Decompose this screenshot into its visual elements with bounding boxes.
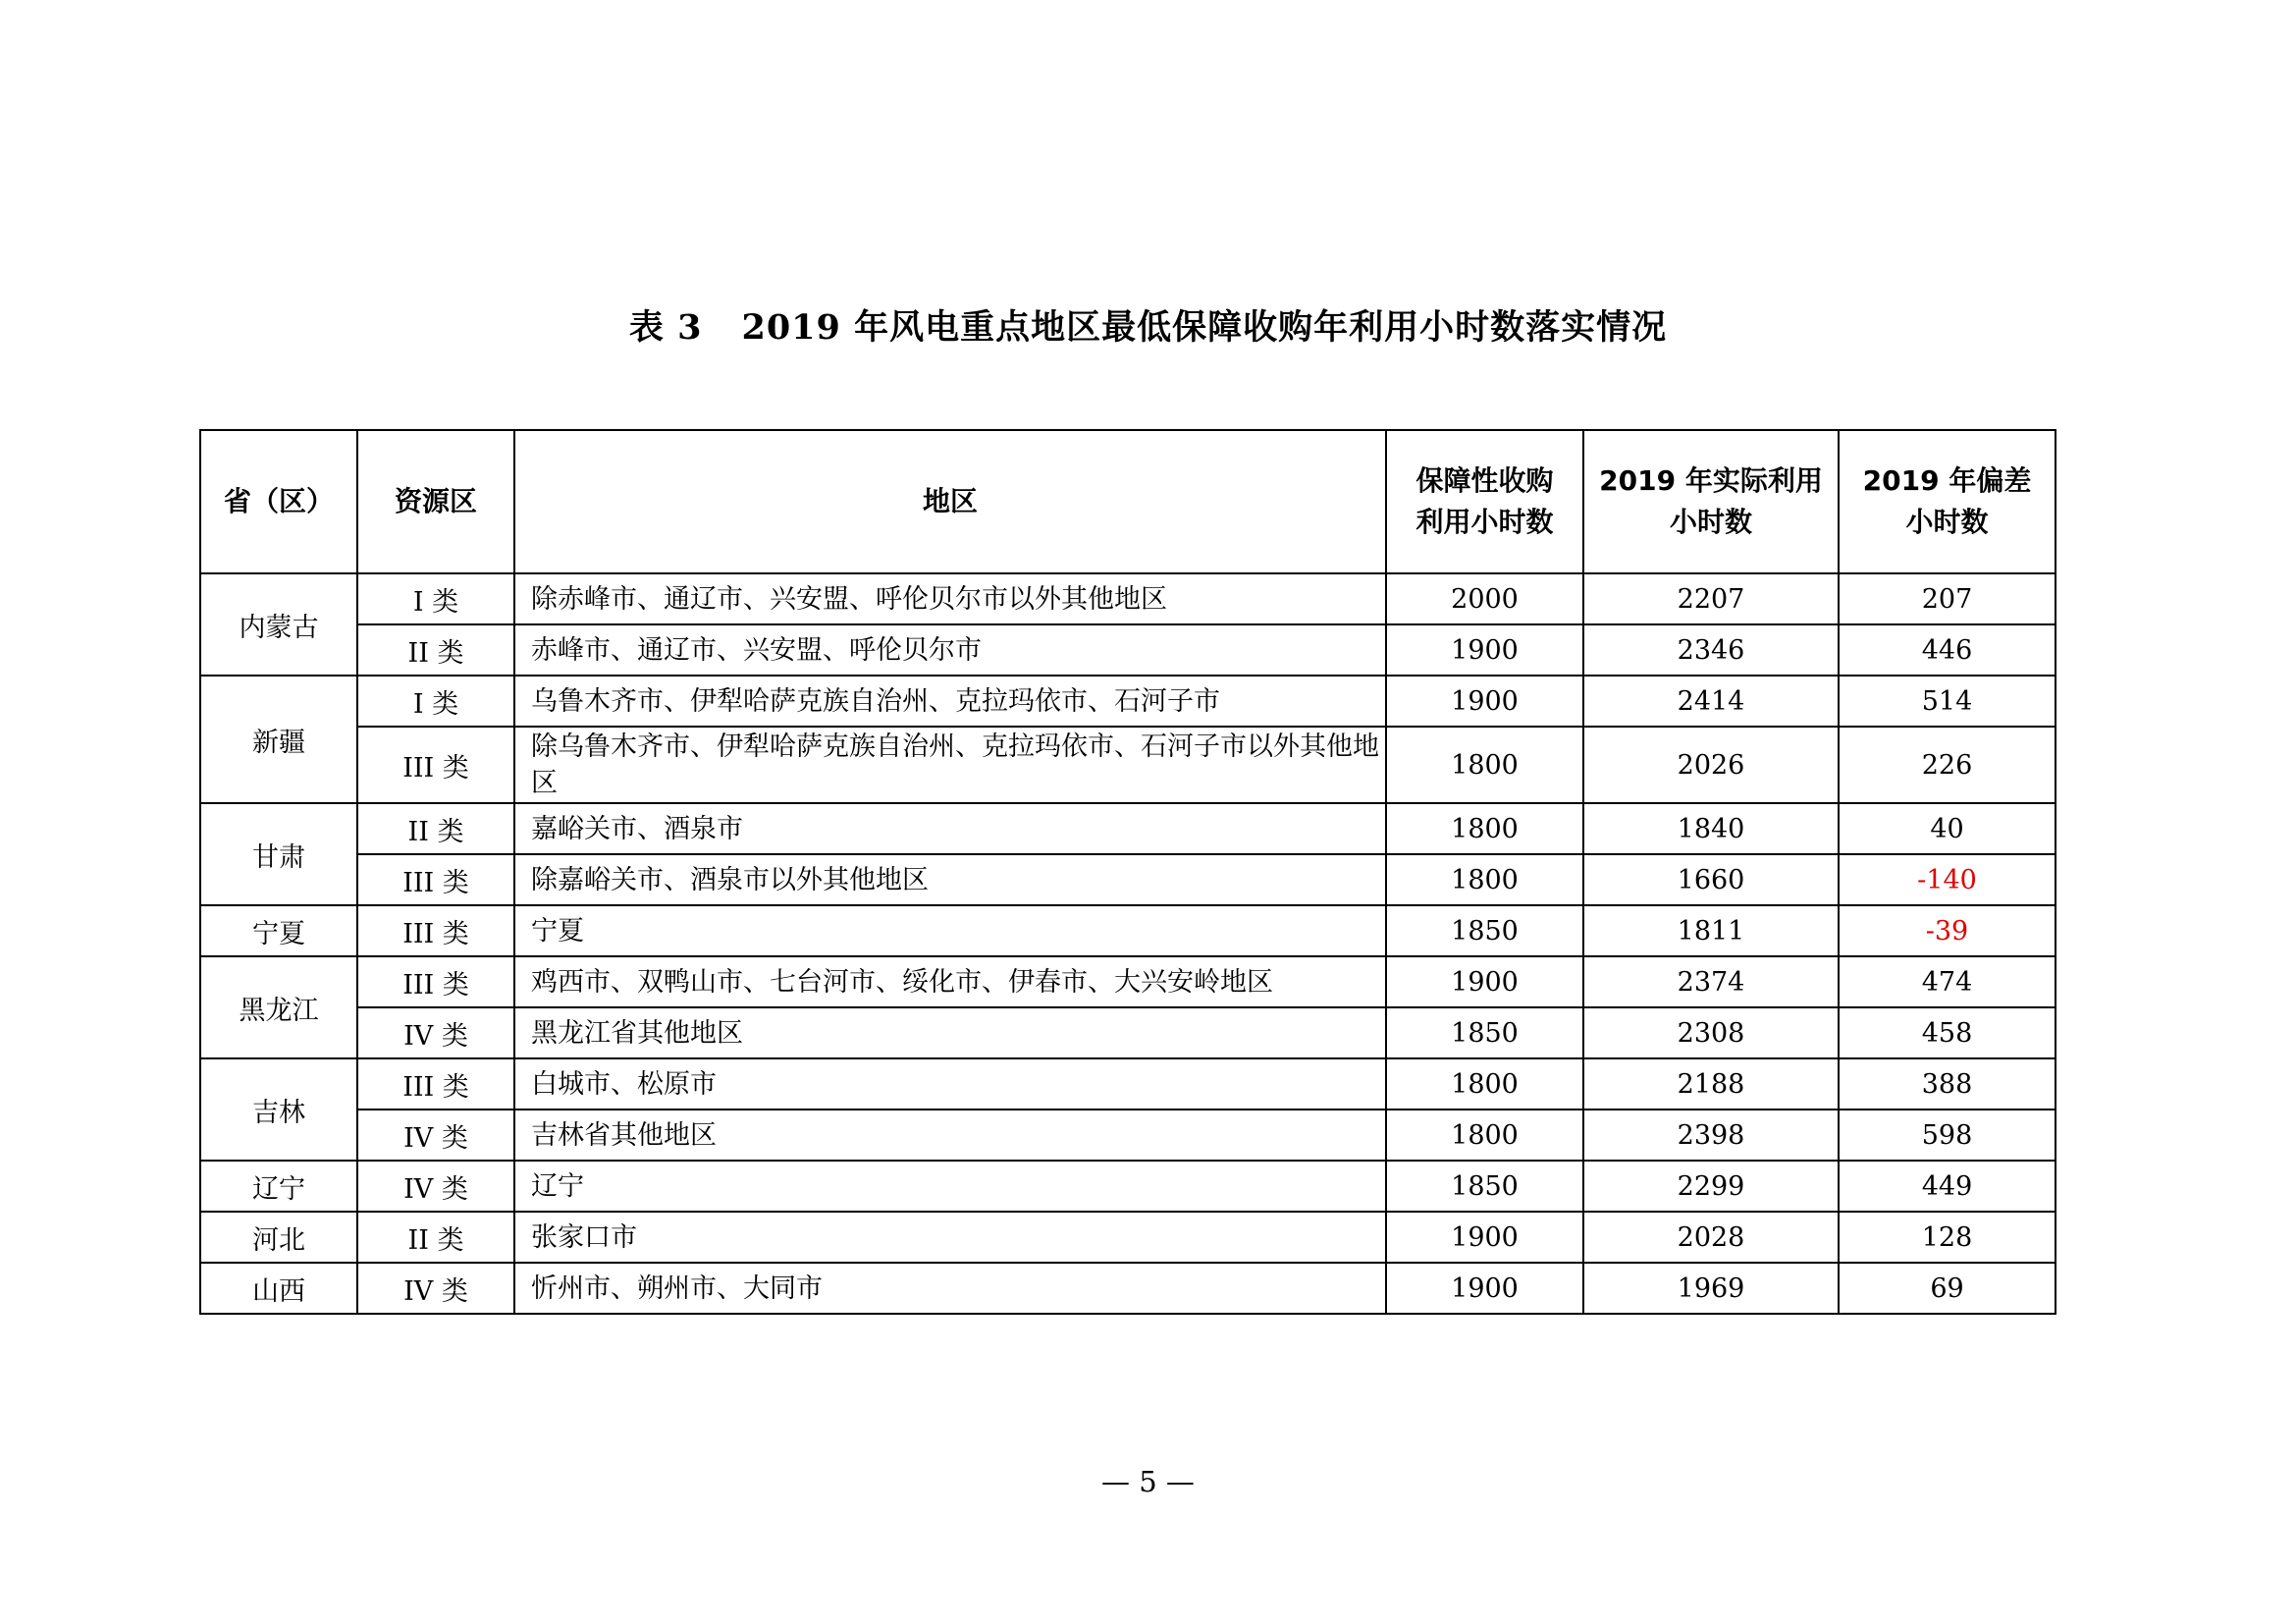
- cell-deviation-hours: 40: [1839, 803, 2056, 854]
- cell-region: 白城市、松原市: [514, 1058, 1386, 1110]
- cell-actual-hours: 2374: [1583, 956, 1839, 1007]
- cell-deviation-hours: 388: [1839, 1058, 2056, 1110]
- cell-guaranteed-hours: 1800: [1386, 854, 1583, 905]
- cell-guaranteed-hours: 1900: [1386, 1212, 1583, 1263]
- cell-deviation-hours: 128: [1839, 1212, 2056, 1263]
- header-actual-line2: 小时数: [1669, 506, 1752, 538]
- cell-guaranteed-hours: 1800: [1386, 803, 1583, 854]
- cell-province: 吉林: [200, 1058, 357, 1161]
- cell-province: 宁夏: [200, 905, 357, 956]
- cell-guaranteed-hours: 1850: [1386, 1161, 1583, 1212]
- cell-actual-hours: 1660: [1583, 854, 1839, 905]
- table-title-text: 2019 年风电重点地区最低保障收购年利用小时数落实情况: [741, 307, 1668, 348]
- cell-deviation-hours: -39: [1839, 905, 2056, 956]
- cell-resource-zone: III 类: [357, 727, 514, 803]
- cell-guaranteed-hours: 1800: [1386, 727, 1583, 803]
- table-row: [200, 573, 2056, 624]
- cell-region: 鸡西市、双鸭山市、七台河市、绥化市、伊春市、大兴安岭地区: [514, 956, 1386, 1007]
- cell-guaranteed-hours: 1800: [1386, 1058, 1583, 1110]
- cell-actual-hours: 2299: [1583, 1161, 1839, 1212]
- cell-guaranteed-hours: 1900: [1386, 676, 1583, 727]
- cell-deviation-hours: 598: [1839, 1110, 2056, 1161]
- cell-region: 吉林省其他地区: [514, 1110, 1386, 1161]
- header-deviation-line2: 小时数: [1905, 506, 1989, 538]
- cell-deviation-hours: 446: [1839, 624, 2056, 676]
- cell-province: 黑龙江: [200, 956, 357, 1058]
- cell-deviation-hours: 449: [1839, 1161, 2056, 1212]
- cell-guaranteed-hours: 1900: [1386, 956, 1583, 1007]
- table-row: [200, 803, 2056, 854]
- table-row: [200, 727, 2056, 803]
- cell-resource-zone: III 类: [357, 854, 514, 905]
- table-row: [200, 1263, 2056, 1314]
- cell-guaranteed-hours: 1900: [1386, 624, 1583, 676]
- cell-guaranteed-hours: 1850: [1386, 905, 1583, 956]
- table-row: [200, 956, 2056, 1007]
- table-row: [200, 854, 2056, 905]
- cell-actual-hours: 2398: [1583, 1110, 1839, 1161]
- cell-actual-hours: 1840: [1583, 803, 1839, 854]
- cell-region: 张家口市: [514, 1212, 1386, 1263]
- cell-region: 黑龙江省其他地区: [514, 1007, 1386, 1058]
- table-row: [200, 905, 2056, 956]
- cell-actual-hours: 2414: [1583, 676, 1839, 727]
- header-resource-zone: 资源区: [357, 430, 514, 573]
- cell-region: 辽宁: [514, 1161, 1386, 1212]
- header-actual-hours: [1583, 430, 1839, 573]
- header-province: 省（区）: [200, 430, 357, 573]
- cell-guaranteed-hours: 1900: [1386, 1263, 1583, 1314]
- cell-actual-hours: 2346: [1583, 624, 1839, 676]
- header-region: 地区: [514, 430, 1386, 573]
- cell-region: 宁夏: [514, 905, 1386, 956]
- header-deviation-hours: [1839, 430, 2056, 573]
- header-guaranteed-hours: [1386, 430, 1583, 573]
- cell-province: 新疆: [200, 676, 357, 803]
- cell-region: 嘉峪关市、酒泉市: [514, 803, 1386, 854]
- cell-resource-zone: III 类: [357, 905, 514, 956]
- cell-resource-zone: IV 类: [357, 1263, 514, 1314]
- cell-region: 乌鲁木齐市、伊犁哈萨克族自治州、克拉玛依市、石河子市: [514, 676, 1386, 727]
- cell-region: 除乌鲁木齐市、伊犁哈萨克族自治州、克拉玛依市、石河子市以外其他地区: [514, 727, 1386, 803]
- cell-guaranteed-hours: 1800: [1386, 1110, 1583, 1161]
- cell-resource-zone: III 类: [357, 956, 514, 1007]
- table-row: [200, 1110, 2056, 1161]
- header-deviation-line1: 2019 年偏差: [1862, 464, 2032, 497]
- cell-region: 除嘉峪关市、酒泉市以外其他地区: [514, 854, 1386, 905]
- table-row: [200, 1058, 2056, 1110]
- cell-actual-hours: 2188: [1583, 1058, 1839, 1110]
- cell-deviation-hours: -140: [1839, 854, 2056, 905]
- cell-resource-zone: I 类: [357, 676, 514, 727]
- cell-deviation-hours: 226: [1839, 727, 2056, 803]
- cell-actual-hours: 2026: [1583, 727, 1839, 803]
- cell-deviation-hours: 458: [1839, 1007, 2056, 1058]
- page-number: — 5 —: [1101, 1465, 1195, 1498]
- header-row: [200, 430, 2056, 573]
- cell-resource-zone: III 类: [357, 1058, 514, 1110]
- cell-province: 山西: [200, 1263, 357, 1314]
- cell-resource-zone: IV 类: [357, 1110, 514, 1161]
- header-actual-line1: 2019 年实际利用: [1599, 464, 1823, 497]
- table-row: [200, 1007, 2056, 1058]
- cell-resource-zone: I 类: [357, 573, 514, 624]
- cell-province: 河北: [200, 1212, 357, 1263]
- cell-deviation-hours: 514: [1839, 676, 2056, 727]
- cell-region: 赤峰市、通辽市、兴安盟、呼伦贝尔市: [514, 624, 1386, 676]
- cell-actual-hours: 2028: [1583, 1212, 1839, 1263]
- cell-province: 辽宁: [200, 1161, 357, 1212]
- cell-province: 内蒙古: [200, 573, 357, 676]
- cell-resource-zone: II 类: [357, 1212, 514, 1263]
- cell-resource-zone: II 类: [357, 624, 514, 676]
- cell-deviation-hours: 474: [1839, 956, 2056, 1007]
- cell-actual-hours: 1969: [1583, 1263, 1839, 1314]
- cell-region: 忻州市、朔州市、大同市: [514, 1263, 1386, 1314]
- table-row: [200, 1212, 2056, 1263]
- cell-region: 除赤峰市、通辽市、兴安盟、呼伦贝尔市以外其他地区: [514, 573, 1386, 624]
- table-row: [200, 1161, 2056, 1212]
- cell-resource-zone: IV 类: [357, 1161, 514, 1212]
- data-table: [199, 429, 2056, 1315]
- table-row: [200, 624, 2056, 676]
- table-row: [200, 676, 2056, 727]
- cell-province: 甘肃: [200, 803, 357, 905]
- header-guaranteed-line1: 保障性收购: [1415, 464, 1554, 497]
- table-number: 表 3: [628, 307, 703, 348]
- cell-guaranteed-hours: 1850: [1386, 1007, 1583, 1058]
- cell-resource-zone: II 类: [357, 803, 514, 854]
- table-title: [0, 300, 2296, 350]
- header-guaranteed-line2: 利用小时数: [1415, 506, 1554, 538]
- cell-actual-hours: 1811: [1583, 905, 1839, 956]
- cell-deviation-hours: 207: [1839, 573, 2056, 624]
- cell-guaranteed-hours: 2000: [1386, 573, 1583, 624]
- cell-actual-hours: 2308: [1583, 1007, 1839, 1058]
- cell-resource-zone: IV 类: [357, 1007, 514, 1058]
- cell-deviation-hours: 69: [1839, 1263, 2056, 1314]
- table-body: [200, 573, 2056, 1314]
- cell-actual-hours: 2207: [1583, 573, 1839, 624]
